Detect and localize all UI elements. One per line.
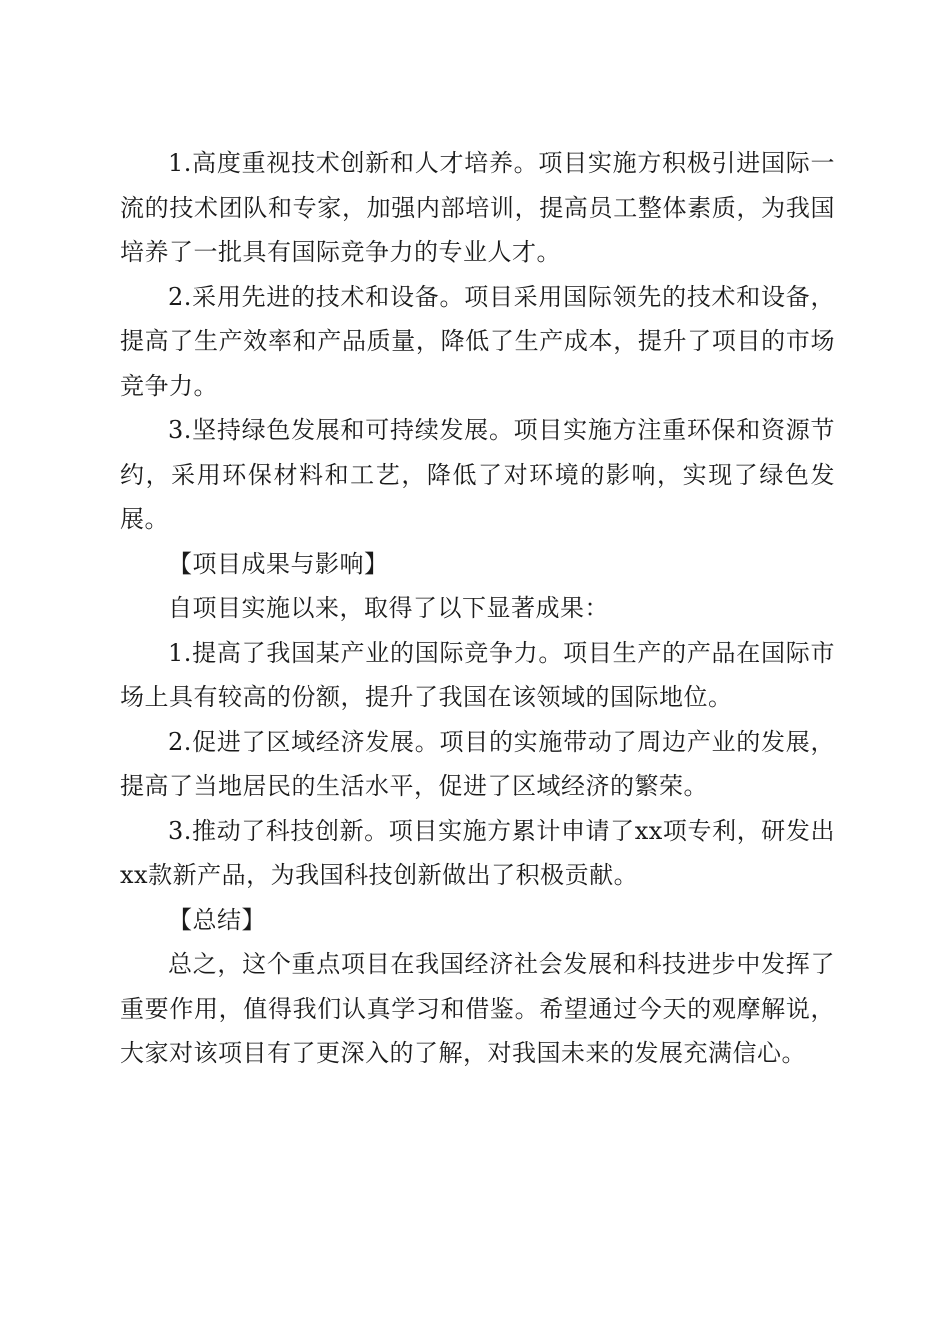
paragraph-summary: 总之，这个重点项目在我国经济社会发展和科技进步中发挥了重要作用，值得我们认真学习和借鉴。希望通过今天的观摩解说，大家对该项目有了更深入的了解，对我国未来的发展充满信心。 bbox=[120, 950, 835, 1067]
paragraph-item-3: 3.坚持绿色发展和可持续发展。项目实施方注重环保和资源节约，采用环保材料和工艺，降低了对环境的影响，实现了绿色发展。 bbox=[120, 416, 835, 533]
paragraph-item-1: 1.高度重视技术创新和人才培养。项目实施方积极引进国际一流的技术团队和专家，加强内部培训，提高员工整体素质，为我国培养了一批具有国际竞争力的专业人才。 bbox=[120, 149, 835, 266]
section-heading-summary: 【总结】 bbox=[168, 905, 266, 934]
paragraph-result-1: 1.提高了我国某产业的国际竞争力。项目生产的产品在国际市场上具有较高的份额，提升了我国在该领域的国际地位。 bbox=[120, 638, 835, 711]
document-body bbox=[120, 141, 835, 1076]
paragraph-result-3: 3.推动了科技创新。项目实施方累计申请了xx项专利，研发出xx款新产品，为我国科技创新做出了积极贡献。 bbox=[120, 816, 835, 889]
paragraph-intro: 自项目实施以来，取得了以下显著成果： bbox=[168, 594, 609, 622]
section-heading-results: 【项目成果与影响】 bbox=[168, 549, 389, 578]
paragraph-result-2: 2.促进了区域经济发展。项目的实施带动了周边产业的发展，提高了当地居民的生活水平，促进了区域经济的繁荣。 bbox=[120, 727, 835, 800]
paragraph-item-2: 2.采用先进的技术和设备。项目采用国际领先的技术和设备，提高了生产效率和产品质量，降低了生产成本，提升了项目的市场竞争力。 bbox=[120, 282, 835, 400]
